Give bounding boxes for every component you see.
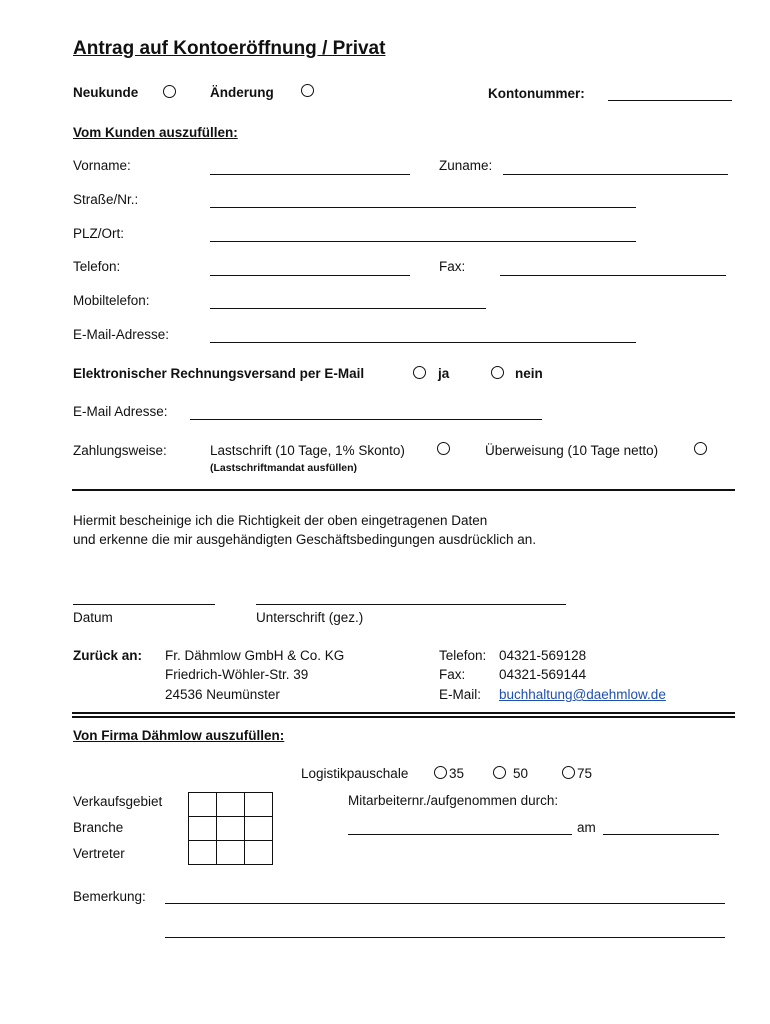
logistik-75-radio[interactable] xyxy=(562,766,575,779)
invoice-email-label: Elektronischer Rechnungsversand per E-Mail xyxy=(73,366,365,381)
return-street: Friedrich-Wöhler-Str. 39 xyxy=(165,667,309,682)
vorname-field[interactable] xyxy=(210,174,410,175)
lastschrift-label: Lastschrift (10 Tage, 1% Skonto) xyxy=(210,443,405,458)
return-city: 24536 Neumünster xyxy=(165,687,280,702)
customer-section-heading: Vom Kunden auszufüllen: xyxy=(73,125,238,140)
return-label: Zurück an: xyxy=(73,648,143,663)
return-telefon-value: 04321-569128 xyxy=(499,648,587,663)
am-date-field[interactable] xyxy=(603,834,719,835)
kontonummer-field[interactable] xyxy=(608,100,732,101)
zuname-field[interactable] xyxy=(503,174,728,175)
logistik-label: Logistikpauschale xyxy=(301,766,409,781)
logistik-35-radio[interactable] xyxy=(434,766,447,779)
invoice-ja-label: ja xyxy=(438,366,450,381)
neukunde-radio[interactable] xyxy=(163,85,176,98)
grid-cell xyxy=(245,793,273,817)
mobil-label: Mobiltelefon: xyxy=(73,293,150,308)
confirmation-line-1: Hiermit bescheinige ich die Richtigkeit der oben eingetragenen Daten xyxy=(73,513,488,528)
am-label: am xyxy=(577,820,596,835)
email-field[interactable] xyxy=(210,342,636,343)
return-fax-value: 04321-569144 xyxy=(499,667,587,682)
fax-label: Fax: xyxy=(439,259,466,274)
double-divider-bottom xyxy=(72,716,735,718)
datum-field[interactable] xyxy=(73,604,215,605)
logistik-35-label: 35 xyxy=(449,766,465,781)
vertreter-label: Vertreter xyxy=(73,846,125,861)
kontonummer-label: Kontonummer: xyxy=(488,86,585,101)
payment-label: Zahlungsweise: xyxy=(73,443,167,458)
aenderung-radio[interactable] xyxy=(301,84,314,97)
page-title: Antrag auf Kontoeröffnung / Privat xyxy=(73,38,386,59)
datum-label: Datum xyxy=(73,610,113,625)
bemerkung-field-1[interactable] xyxy=(165,903,725,904)
telefon-field[interactable] xyxy=(210,275,410,276)
plz-ort-field[interactable] xyxy=(210,241,636,242)
plz-ort-label: PLZ/Ort: xyxy=(73,226,125,241)
section-divider xyxy=(72,489,735,491)
logistik-50-label: 50 xyxy=(513,766,529,781)
invoice-nein-radio[interactable] xyxy=(491,366,504,379)
double-divider-top xyxy=(72,712,735,714)
code-grid[interactable] xyxy=(188,792,273,865)
grid-cell xyxy=(217,841,245,865)
ueberweisung-radio[interactable] xyxy=(694,442,707,455)
fax-field[interactable] xyxy=(500,275,726,276)
grid-cell xyxy=(189,817,217,841)
telefon-label: Telefon: xyxy=(73,259,121,274)
strasse-label: Straße/Nr.: xyxy=(73,192,139,207)
logistik-50-radio[interactable] xyxy=(493,766,506,779)
email-label: E-Mail-Adresse: xyxy=(73,327,170,342)
bemerkung-label: Bemerkung: xyxy=(73,889,146,904)
mobil-field[interactable] xyxy=(210,308,486,309)
invoice-ja-radio[interactable] xyxy=(413,366,426,379)
branche-label: Branche xyxy=(73,820,124,835)
grid-cell xyxy=(245,817,273,841)
grid-cell xyxy=(217,817,245,841)
invoice-email-address-label: E-Mail Adresse: xyxy=(73,404,168,419)
grid-cell xyxy=(245,841,273,865)
strasse-field[interactable] xyxy=(210,207,636,208)
grid-cell xyxy=(189,841,217,865)
grid-cell xyxy=(189,793,217,817)
mitarbeiter-label: Mitarbeiternr./aufgenommen durch: xyxy=(348,793,559,808)
vorname-label: Vorname: xyxy=(73,158,131,173)
signature-field[interactable] xyxy=(256,604,566,605)
invoice-email-address-field[interactable] xyxy=(190,419,542,420)
mitarbeiter-field[interactable] xyxy=(348,834,572,835)
neukunde-label: Neukunde xyxy=(73,85,139,100)
aenderung-label: Änderung xyxy=(210,85,274,100)
lastschrift-note: (Lastschriftmandat ausfüllen) xyxy=(210,462,358,474)
ueberweisung-label: Überweisung (10 Tage netto) xyxy=(485,443,659,458)
return-email-label: E-Mail: xyxy=(439,687,482,702)
company-section-heading: Von Firma Dähmlow auszufüllen: xyxy=(73,728,285,743)
signature-label: Unterschrift (gez.) xyxy=(256,610,364,625)
return-fax-label: Fax: xyxy=(439,667,466,682)
confirmation-line-2: und erkenne die mir ausgehändigten Geschäftsbedingungen ausdrücklich an. xyxy=(73,532,537,547)
lastschrift-radio[interactable] xyxy=(437,442,450,455)
logistik-75-label: 75 xyxy=(577,766,593,781)
bemerkung-field-2[interactable] xyxy=(165,937,725,938)
return-company: Fr. Dähmlow GmbH & Co. KG xyxy=(165,648,345,663)
invoice-nein-label: nein xyxy=(515,366,543,381)
verkaufsgebiet-label: Verkaufsgebiet xyxy=(73,794,163,809)
return-telefon-label: Telefon: xyxy=(439,648,487,663)
grid-cell xyxy=(217,793,245,817)
zuname-label: Zuname: xyxy=(439,158,493,173)
return-email-link[interactable]: buchhaltung@daehmlow.de xyxy=(499,687,666,702)
